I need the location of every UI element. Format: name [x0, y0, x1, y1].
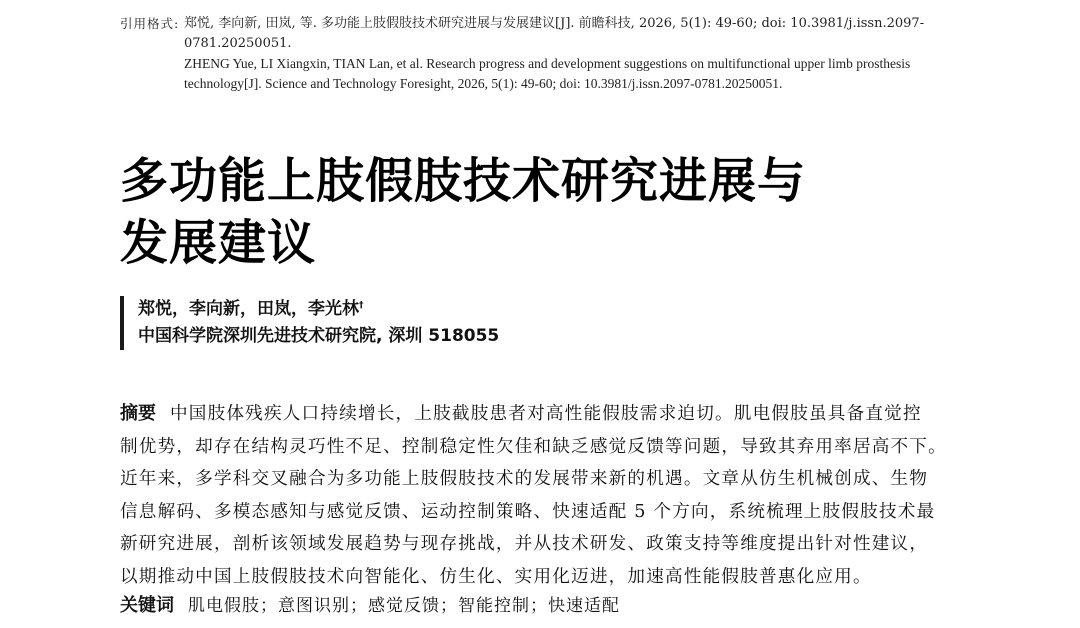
citation-zh-line: 郑悦, 李向新, 田岚, 等. 多功能上肢假肢技术研究进展与发展建议[J]. 前瞻科技, 2026, 5(1): 49-60; doi: 10.3981/j.issn.2097- — [184, 16, 925, 31]
citation-en-line: ZHENG Yue, LI Xiangxin, TIAN Lan, et al. Research progress and development suggestions on multifunctional upper limb prosthesis — [184, 56, 911, 71]
article-title — [120, 150, 980, 274]
keywords-label: 关键词 — [120, 595, 174, 616]
citation-en — [184, 54, 1000, 94]
citation-en-line: technology[J]. Science and Technology Foresight, 2026, 5(1): 49-60; doi: 10.3981/j.issn.2097-0781.20250051. — [184, 76, 783, 91]
citation-zh-line: 0781.20250051. — [184, 36, 292, 51]
abstract-text: 中国肢体残疾人口持续增长，上肢截肢患者对高性能假肢需求迫切。肌电假肢虽具备直觉控 — [170, 404, 922, 424]
article-title-line: 多功能上肢假肢技术研究进展与 — [120, 153, 807, 209]
author-names: 郑悦，李向新，田岚，李光林 — [138, 299, 359, 319]
citation-zh-text — [184, 14, 1000, 54]
abstract-line — [120, 398, 980, 431]
citation-block — [120, 14, 1000, 94]
abstract-line: 近年来，多学科交叉融合为多功能上肢假肢技术的发展带来新的机遇。文章从仿生机械创成、生物 — [120, 469, 929, 489]
abstract-label: 摘要 — [120, 403, 156, 424]
abstract-line: 以期推动中国上肢假肢技术向智能化、仿生化、实用化迈进，加速高性能假肢普惠化应用。 — [120, 566, 872, 587]
citation-label: 引用格式: — [120, 16, 180, 31]
keywords-value: 肌电假肢；意图识别；感觉反馈；智能控制；快速适配 — [188, 596, 620, 616]
abstract-section — [120, 398, 980, 593]
author-list — [138, 296, 499, 323]
abstract-line: 新研究进展，剖析该领域发展趋势与现存挑战，并从技术研发、政策支持等维度提出针对性建议， — [120, 534, 929, 554]
author-block — [120, 296, 499, 350]
abstract-line: 制优势，却存在结构灵巧性不足、控制稳定性欠佳和缺乏感觉反馈等问题，导致其弃用率居高不下。 — [120, 436, 947, 457]
author-affiliation: 中国科学院深圳先进技术研究院, 深圳 518055 — [138, 326, 500, 346]
citation-zh — [120, 14, 1000, 54]
corresponding-author-mark: † — [359, 300, 364, 311]
abstract-line: 信息解码、多模态感知与感觉反馈、运动控制策略、快速适配 5 个方向，系统梳理上肢假肢技术最 — [120, 501, 936, 522]
keywords-section — [120, 590, 980, 622]
article-title-line: 发展建议 — [120, 215, 317, 271]
